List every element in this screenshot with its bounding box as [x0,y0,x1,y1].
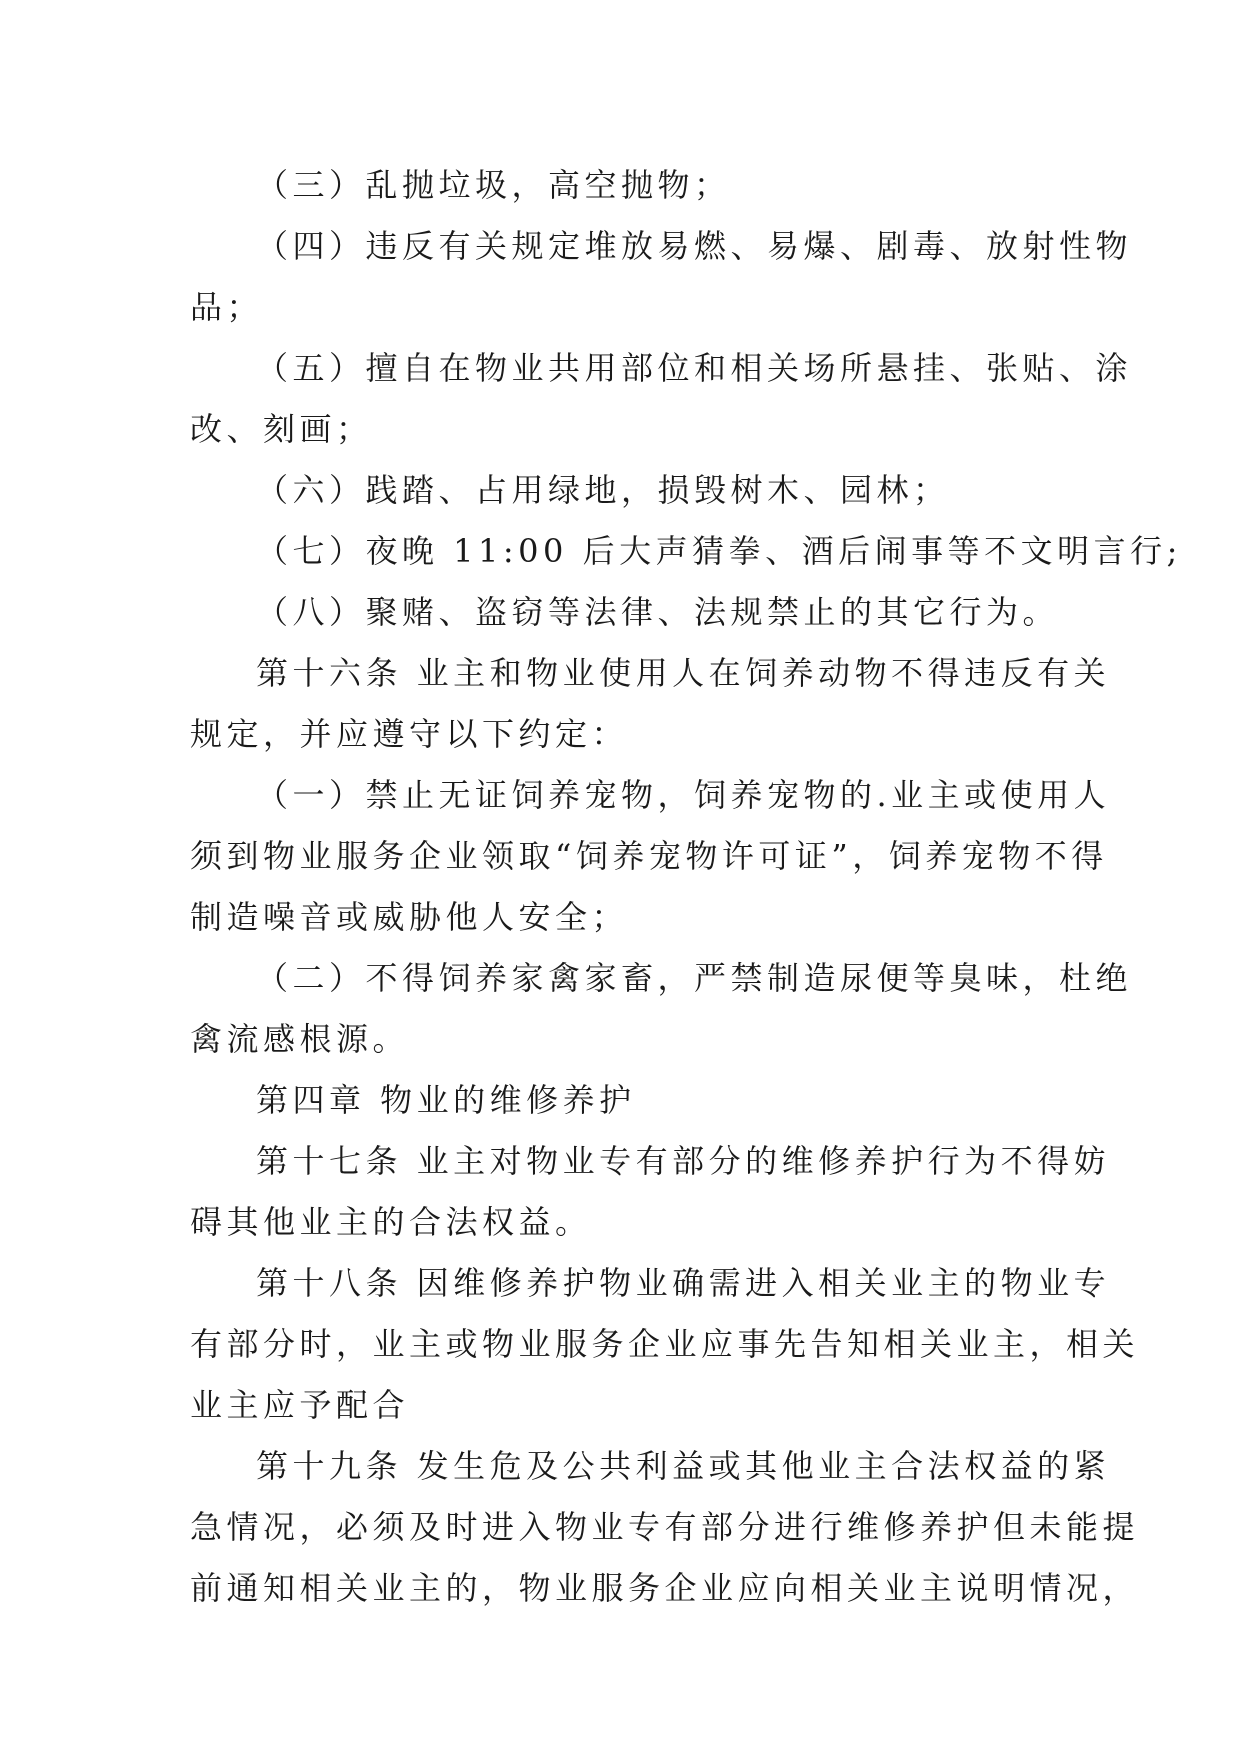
article-18-cont-2: 业主应予配合 [190,1386,410,1424]
article-16-item-1-cont-1: 须到物业服务企业领取“饲养宠物许可证”，饲养宠物不得 [190,837,1108,875]
article-16-item-2: （二）不得饲养家禽家畜，严禁制造尿便等臭味，杜绝 [256,959,1133,997]
article-16-cont: 规定，并应遵守以下约定： [190,715,629,753]
clause-item-3: （三）乱抛垃圾，高空抛物； [256,166,731,204]
article-18: 第十八条 因维修养护物业确需进入相关业主的物业专 [256,1264,1111,1302]
article-19-cont-1: 急情况，必须及时进入物业专有部分进行维修养护但未能提 [190,1508,1140,1546]
article-17: 第十七条 业主对物业专有部分的维修养护行为不得妨 [256,1142,1111,1180]
clause-item-4-cont: 品； [190,288,264,326]
document-body [190,155,1182,1619]
clause-item-4: （四）违反有关规定堆放易燃、易爆、剧毒、放射性物 [256,227,1133,265]
clause-item-7: （七）夜晚 11:00 后大声猜拳、酒后闹事等不文明言行; [256,532,1182,570]
clause-item-5-cont: 改、刻画； [190,410,373,448]
article-17-cont: 碍其他业主的合法权益。 [190,1203,592,1241]
clause-item-5: （五）擅自在物业共用部位和相关场所悬挂、张贴、涂 [256,349,1133,387]
clause-item-8: （八）聚赌、盗窃等法律、法规禁止的其它行为。 [256,593,1060,631]
chapter-4-heading: 第四章 物业的维修养护 [256,1081,636,1119]
article-19: 第十九条 发生危及公共利益或其他业主合法权益的紧 [256,1447,1111,1485]
article-16-item-2-cont: 禽流感根源。 [190,1020,410,1058]
clause-item-6: （六）践踏、占用绿地，损毁树木、园林； [256,471,950,509]
article-16-item-1: （一）禁止无证饲养宠物，饲养宠物的.业主或使用人 [256,776,1111,814]
article-16-item-1-cont-2: 制造噪音或威胁他人安全； [190,898,629,936]
article-16: 第十六条 业主和物业使用人在饲养动物不得违反有关 [256,654,1111,692]
article-19-cont-2: 前通知相关业主的，物业服务企业应向相关业主说明情况， [190,1569,1140,1607]
article-18-cont-1: 有部分时，业主或物业服务企业应事先告知相关业主，相关 [190,1325,1140,1363]
